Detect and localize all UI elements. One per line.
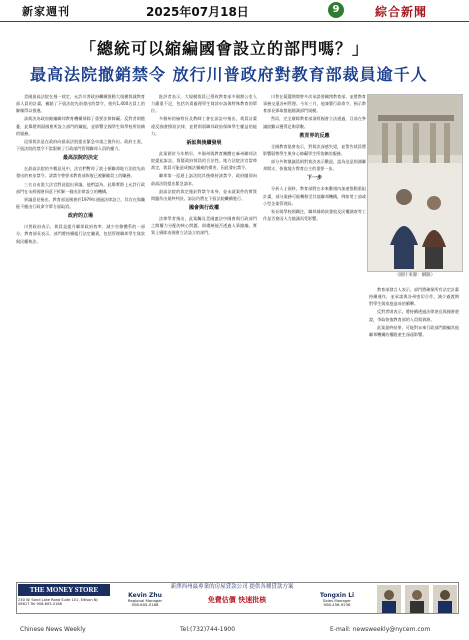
paragraph: 異議意見指出，教育部是國會於1979年通過法律設立，其存在與職能不應由行政命令單方面取消。 [16, 196, 145, 210]
subheading: 最高法院的決定 [62, 155, 98, 162]
paragraph: 法律學者指出，此案觸及美國憲法中國會與行政部門之間權力分配的核心問題，即總統能否透過人事縮編，實質上廢除由國會立法設立的部門。 [151, 216, 257, 236]
ad-company-logo: THE MONEY STORE [18, 584, 110, 596]
advertisement[interactable] [16, 582, 459, 614]
paragraph: 然而，完全廢除教育部須經國會立法通過，目前在參議院難以獲得足夠票數。 [263, 116, 366, 129]
footer-paper-name: Chinese News Weekly [20, 626, 86, 633]
ad-contact-phone: 908-456-9238 [323, 602, 351, 608]
paragraph: 全國教育協會表示，對裁決深感失望，並警告裁員將影響弱勢學生與身心障礙學生所依賴的服務。 [263, 143, 366, 156]
ad-tagline: 新澤西州最專業的房屋貸款公司 提供各種貸款方案 [170, 584, 294, 590]
paragraph: 批評者表示，大規模裁員已導致教育部多個辦公室人力嚴重不足，包括負責處理學生貸款申訴與特殊教育的單位。 [151, 94, 257, 114]
article-column-4 [369, 286, 459, 578]
ad-contact-name: Tongxin Li [319, 592, 355, 599]
headline-main: 最高法院撤銷禁令 放行川普政府對教育部裁員逾千人 [30, 65, 428, 84]
paragraph: 在最高法院的多數意見中，法官們暫停了波士頓聯邦地方法院先前發出的初步禁令。該禁令曾要求教育部恢復已被解僱員工的職務。 [16, 166, 145, 179]
paragraph: 教育部發言人表示，部門將確保所有法定計畫持續運作，並承諾與各州密切合作，減少過渡期對學生與家庭造成的衝擊。 [369, 287, 459, 307]
article-column-2 [151, 93, 257, 578]
ad-photos-icon [377, 585, 457, 613]
ad-contact-title: Sales Manager [323, 597, 351, 603]
paragraph: 部分共和黨議員則對裁決表示歡迎，認為這是削減聯邦開支、恢復地方教育自主的重要一步。 [263, 159, 366, 172]
footer-phone: Tel:(732)744-1900 [180, 626, 236, 633]
page-footer [0, 624, 469, 636]
issue-date: 2025年07月18日 [146, 5, 249, 19]
ad-address: 230 W. Sand Lake Road Suite 101, Edison NJ 08817 Tel 908-605-0188 [18, 598, 98, 607]
ad-contact-name: Kevin Zhu [128, 592, 162, 599]
paragraph: 分析人士預料，教育部將在未來數週內加速推動重組計畫，部分業務可能轉移至其他聯邦機構，例如勞工部或小型企業管理局。 [263, 186, 366, 206]
paragraph: 此案源於今年稍早，多個州與教育團體在麻州聯邦法院提起訴訟，質疑政府裁員的合法性。地方法院法官當時裁定，裁員可能造成無法彌補的損害，因此發出禁令。 [151, 150, 257, 171]
subheading: 教育界的反應 [299, 132, 330, 139]
masthead [0, 0, 469, 22]
paper-name: 新家週刊 [22, 5, 70, 18]
ad-promo: 免費估價 快速批核 [207, 596, 267, 604]
section-title: 綜合新聞 [375, 5, 428, 19]
ad-contact-1 [117, 594, 173, 608]
page-number-badge: 9 [328, 2, 344, 18]
news-photo [367, 94, 463, 272]
ad-contact-phone: 908-605-0188 [131, 602, 159, 608]
photo-caption: （圖片來源：網路） [394, 273, 436, 278]
paragraph: 家長與學校則關注，聯邦補助款發放及民權調查等工作是否會因人力縮減而受影響。 [263, 208, 366, 222]
paragraph: 川普政府表示，裁員是提升聯邦政府效率、減少官僚體系的一部分。教育部長表示，部門將持續履行法定職責，包括管理聯邦學生貸款與民權執法。 [16, 224, 145, 244]
article-column-1 [16, 93, 145, 578]
headline-question: 「總統可以縮編國會設立的部門嗎？」 [80, 39, 370, 58]
paragraph: 這項裁決是在政府向最高法院提出緊急申請之後作出。政府主張，下級法院的禁令不當限制了行政部門管理聯邦人員的權力。 [16, 138, 145, 152]
subheading: 國會與行政權 [188, 205, 219, 212]
subheading: 政府的立場 [67, 213, 93, 220]
paragraph: 美國最高法院在週一裁定，允許川普政府繼續推動大規模裁減教育部人員的計畫，撤銷了下級法院先前發出的禁令，使約1,400名員工的解僱得以推進。 [16, 94, 145, 114]
paragraph: 最高法院的裁定僅針對禁令本身，並未就案件的實質問題作出最終判決。訴訟仍將在下級法院繼續進行。 [151, 188, 257, 201]
ad-contact-2 [307, 594, 367, 608]
article-column-3 [263, 93, 366, 578]
paragraph: 三名自由派大法官對此提出異議。他們認為，此舉實際上允許行政部門在未經國會同意下拆解一個由法律設立的機構。 [16, 181, 145, 194]
subheading: 下一步 [306, 175, 322, 182]
subheading: 訴訟與後續發展 [186, 139, 222, 146]
paragraph: 該裁決為政府縮編聯邦教育機構掃除了重要法律障礙。反對者則擔憂，此舉將削弱國會所設立部門的職能，並影響全國學生與學校所依賴的服務。 [16, 116, 145, 136]
paragraph: 川普在競選期間曾多次承諾要關閉教育部，並將教育事務交還各州管理。今年三月，他簽署行政命令，指示教育部長採取措施縮減部門規模。 [263, 94, 366, 114]
paragraph: 反對者則表示，將持續透過法律途徑與國會遊說，爭取恢復教育部的人員與資源。 [369, 309, 459, 322]
ad-contact-title: Regional Manager [127, 597, 163, 603]
paragraph: 此案最終結果，可能對未來行政部門縮編其他聯邦機構的權限產生深遠影響。 [369, 324, 459, 337]
paragraph: 多個州的檢察長及教師工會在訴訟中指出，裁員計畫違反國會撥款法律，並將削弱聯邦政府保障學生權益的能力。 [151, 116, 257, 136]
footer-email: E-mail: newsweekly@nycem.com [330, 626, 431, 633]
photo-illustration [368, 95, 463, 272]
paragraph: 聯邦第一巡迴上訴法院其後維持該禁令，政府隨即向最高法院提出緊急請求。 [151, 173, 257, 186]
